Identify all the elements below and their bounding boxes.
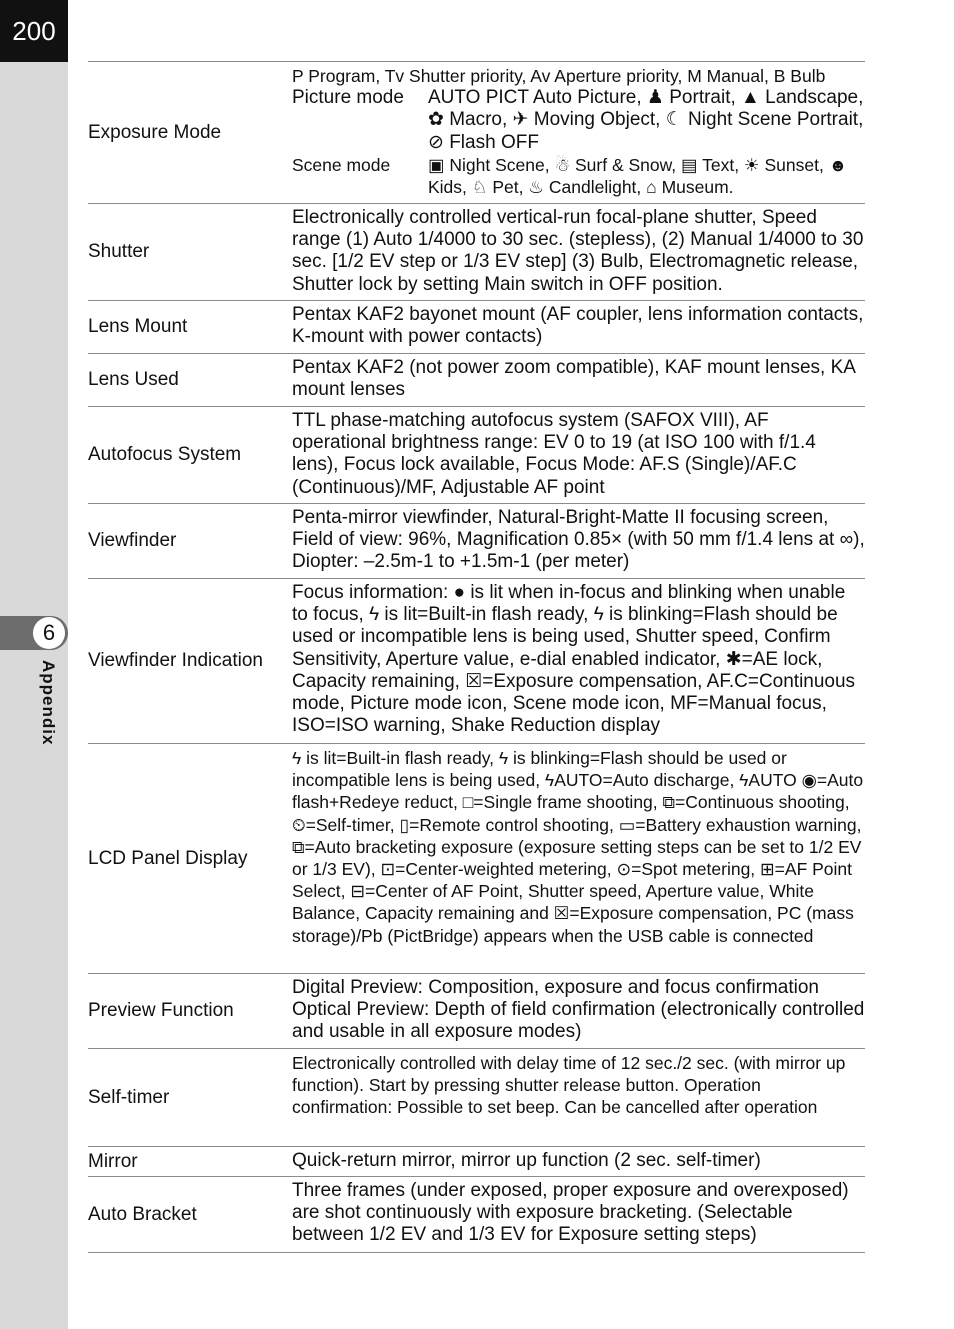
- spec-value: Digital Preview: Composition, exposure and focus confirmation Optical Preview: Depth of field confirmation (electronically controlled and usable in all exposure modes): [292, 977, 865, 1043]
- spec-table: [88, 61, 865, 1253]
- spec-row-auto-bracket: [88, 1176, 865, 1253]
- spec-value: Electronically controlled with delay time of 12 sec./2 sec. (with mirror up function). Start by pressing shutter release button. Operation confirmation: Possible to set beep. Can be cancelled after operation: [292, 1053, 846, 1118]
- spec-value: Electronically controlled vertical-run focal-plane shutter, Speed range (1) Auto 1/4000 to 30 sec. (stepless), (2) Manual 1/4000 to 30 sec. [1/2 EV step or 1/3 EV step] (3) Bulb, Electromagnetic release, Shutter lock by setting Main switch in OFF position.: [292, 207, 864, 295]
- spec-row-viewfinder-indication: [88, 578, 865, 743]
- spec-label: Auto Bracket: [88, 1203, 197, 1225]
- picture-mode-value: AUTO PICT Auto Picture, ♟ Portrait, ▲ Landscape, ✿ Macro, ✈ Moving Object, ☾ Night Scene Portrait, ⊘ Flash OFF: [428, 87, 864, 153]
- spec-value: Focus information: ● is lit when in-focus and blinking when unable to focus, ϟ is lit=Built-in flash ready, ϟ is blinking=Flash should be used or incompatible lens is being used, Shutter speed, Confirm Sensitivity, Aperture value, e-dial enabled indicator, ✱=AE lock, Capacity remaining, ☒=Exposure compensation, AF.C=Continuous mode, Picture mode icon, Scene mode icon, MF=Manual focus, ISO=ISO warning, Shake Reduction display: [292, 582, 856, 737]
- exposure-modes-line: P Program, Tv Shutter priority, Av Aperture priority, M Manual, B Bulb: [292, 66, 826, 86]
- spec-value: TTL phase-matching autofocus system (SAFOX VIII), AF operational brightness range: EV 0 to 19 (at ISO 100 with f/1.4 lens), Focus lock available, Focus Mode: AF.S (Single)/AF.C (Continuous)/MF, Adjustable AF point: [292, 410, 816, 498]
- page-number: 200: [0, 0, 68, 62]
- spec-value: [292, 62, 865, 203]
- spec-row-shutter: [88, 203, 865, 300]
- spec-row-viewfinder: [88, 503, 865, 578]
- spec-value: Quick-return mirror, mirror up function (2 sec. self-timer): [292, 1150, 761, 1171]
- picture-mode-label: Picture mode: [292, 87, 404, 109]
- spec-label: Mirror: [88, 1150, 138, 1172]
- picture-mode-block: [292, 87, 865, 154]
- spec-label: LCD Panel Display: [88, 847, 248, 869]
- spec-label: Viewfinder: [88, 530, 177, 551]
- scene-mode-block: [292, 154, 865, 198]
- spec-label: Lens Used: [88, 369, 179, 390]
- chapter-label: Appendix: [39, 660, 58, 746]
- spec-row-preview: [88, 973, 865, 1048]
- scene-mode-value: ▣ Night Scene, ☃ Surf & Snow, ▤ Text, ☀ Sunset, ☻ Kids, ♘ Pet, ♨ Candlelight, ⌂ Museum.: [428, 154, 848, 198]
- spec-row-self-timer: [88, 1048, 865, 1146]
- spec-row-autofocus: [88, 406, 865, 503]
- spec-row-lens-mount: [88, 300, 865, 353]
- scene-mode-label: Scene mode: [292, 154, 391, 175]
- spec-value: Pentax KAF2 (not power zoom compatible), KAF mount lenses, KA mount lenses: [292, 357, 855, 401]
- spec-value: Three frames (under exposed, proper exposure and overexposed) are shot continuously with exposure bracketing. (Selectable between 1/2 EV and 1/3 EV for Exposure setting steps): [292, 1180, 849, 1246]
- spec-label: Viewfinder Indication: [88, 650, 263, 671]
- spec-label: Exposure Mode: [88, 121, 222, 143]
- spec-value: ϟ is lit=Built-in flash ready, ϟ is blinking=Flash should be used or incompatible lens is being used, ϟAUTO=Auto discharge, ϟAUTO ◉=Auto flash+Redeye reduct, □=Single frame shooting, ⧉=Continuous shooting, ⏲=Self-timer, ▯=Remote control shooting, ▭=Battery exhaustion warning, ⧉=Auto bracketing exposure (exposure setting steps can be set to 1/2 EV or 1/3 EV), ⊡=Center-weighted metering, ⊙=Spot metering, ⊞=AF Point Select, ⊟=Center of AF Point, Shutter speed, Aperture value, White Balance, Capacity remaining and ☒=Exposure compensation, PC (mass storage)/Pb (PictBridge) appears when the USB cable is connected: [292, 748, 864, 946]
- spec-row-mirror: [88, 1146, 865, 1176]
- spec-row-lcd-panel: [88, 743, 865, 973]
- chapter-number: 6: [33, 617, 65, 649]
- spec-value: Pentax KAF2 bayonet mount (AF coupler, lens information contacts, K-mount with power contacts): [292, 304, 864, 348]
- spec-label: Preview Function: [88, 1000, 234, 1021]
- spec-value: Penta-mirror viewfinder, Natural-Bright-Matte II focusing screen, Field of view: 96%, Magnification 0.85× (with 50 mm f/1.4 lens at ∞), Diopter: –2.5m-1 to +1.5m-1 (per meter): [292, 507, 865, 573]
- spec-label: Shutter: [88, 241, 150, 262]
- spec-label: Self-timer: [88, 1086, 170, 1108]
- spec-label: Lens Mount: [88, 316, 188, 337]
- spec-row-lens-used: [88, 353, 865, 406]
- spec-label: Autofocus System: [88, 444, 242, 465]
- spec-row-exposure-mode: [88, 61, 865, 203]
